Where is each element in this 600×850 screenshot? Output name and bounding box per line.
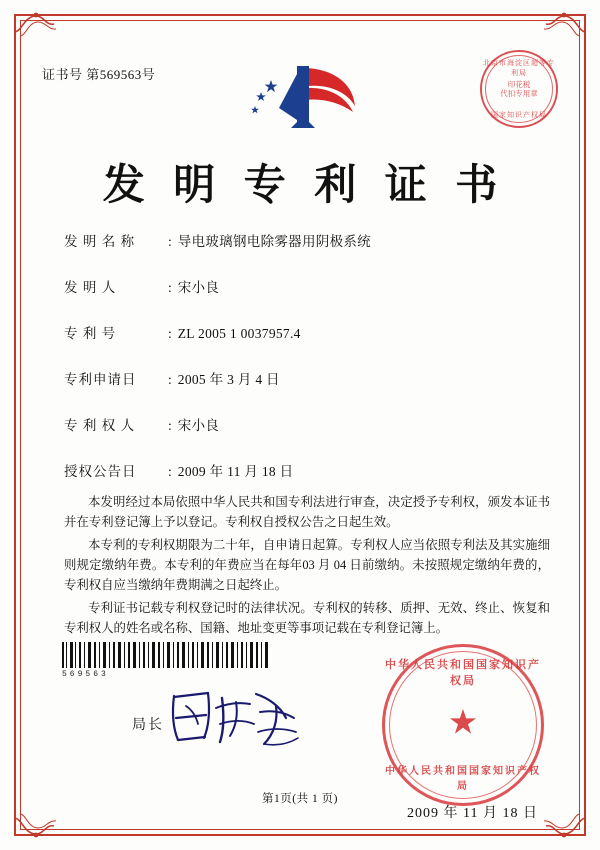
field-label-patent-number: 专 利 号 [64, 326, 117, 341]
field-label-invention-name: 发 明 名 称 [64, 234, 136, 249]
field-label-application-date: 专利申请日 [64, 372, 137, 387]
seal-top-text: 中华人民共和国国家知识产权局 [385, 659, 541, 687]
barcode-number: 569563 [62, 670, 109, 679]
seal-center-line1: 印花税 [507, 80, 531, 89]
page-title: 发 明 专 利 证 书 [102, 163, 507, 209]
seal-center-line2: 代扣专用章 [500, 89, 538, 98]
field-label-grant-announcement-date: 授权公告日 [64, 464, 137, 479]
field-value-patent-number: ZL 2005 1 0037957.4 [177, 326, 301, 341]
field-colon: : [168, 326, 172, 341]
field-value-invention-name: 导电玻璃钢电除雾器用阴极系统 [177, 234, 371, 249]
sipo-logo-icon [235, 62, 365, 134]
field-value-patentee: 宋小良 [177, 418, 220, 433]
tax-stamp-seal [480, 50, 558, 128]
certificate-content [36, 34, 564, 821]
national-office-seal [382, 644, 544, 806]
field-row [64, 322, 554, 342]
body-paragraph: 本专利的专利权期限为二十年，自申请日起算。专利权人应当依照专利法及其实施细则规定缴纳年费。本专利的年费应当在每年03 月 04 日前缴纳。未按照规定缴纳年费的，专利权自应当缴纳年费期满之日起终止。 [64, 538, 550, 592]
patent-fields [64, 230, 554, 506]
field-row [64, 230, 554, 250]
field-value-inventor: 宋小良 [177, 280, 220, 295]
body-paragraph: 专利证书记载专利权登记时的法律状况。专利权的转移、质押、无效、终止、恢复和专利权人的姓名或名称、国籍、地址变更等事项记载在专利登记簿上。 [64, 601, 550, 635]
field-label-inventor: 发 明 人 [64, 280, 117, 295]
page-footer: 第1页(共 1 页) [262, 793, 338, 805]
field-value-application-date: 2005 年 3 月 4 日 [177, 372, 280, 387]
body-paragraph: 本发明经过本局依照中华人民共和国专利法进行审查，决定授予专利权，颁发本证书并在专利登记簿上予以登记。专利权自授权公告之日起生效。 [64, 495, 550, 529]
field-value-grant-announcement-date: 2009 年 11 月 18 日 [177, 464, 294, 479]
star-icon: ★ [447, 704, 479, 742]
director-label: 局长 [132, 718, 164, 733]
seal-center-text [499, 80, 539, 98]
field-row [64, 368, 554, 388]
field-row [64, 460, 554, 480]
director-signature [164, 684, 304, 754]
legal-body-text [64, 492, 550, 641]
field-colon: : [168, 464, 172, 479]
barcode [62, 642, 272, 668]
seal-bottom-text: 国家知识产权局 [491, 111, 547, 119]
field-label-patentee: 专 利 权 人 [64, 418, 136, 433]
field-colon: : [168, 280, 172, 295]
seal-top-text: 北京市海淀区超等专利局 [483, 59, 555, 77]
seal-bottom-text: 中华人民共和国国家知识产权局 [385, 766, 541, 792]
field-row [64, 414, 554, 434]
field-row [64, 276, 554, 296]
field-colon: : [168, 234, 172, 249]
field-colon: : [168, 418, 172, 433]
issue-date: 2009 年 11 月 18 日 [407, 806, 538, 821]
certificate-number: 证书号 第569563号 [42, 67, 156, 82]
field-colon: : [168, 372, 172, 387]
